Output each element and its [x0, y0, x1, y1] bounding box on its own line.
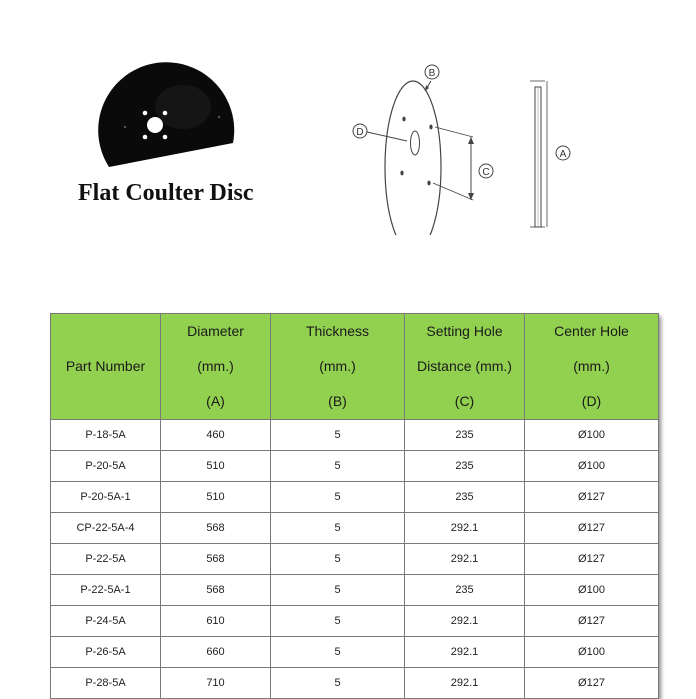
table-cell: P-22-5A — [51, 544, 161, 575]
spec-table — [50, 313, 658, 699]
column-header-line: (C) — [454, 393, 475, 409]
table-cell: 610 — [161, 606, 271, 637]
column-header — [405, 314, 525, 420]
table-cell: 235 — [405, 482, 525, 513]
column-header-line: (mm.) — [573, 358, 610, 374]
table-row — [51, 668, 659, 699]
table-row — [51, 513, 659, 544]
label-a: A — [559, 149, 567, 160]
column-header-line: (mm.) — [197, 358, 234, 374]
column-header-line: Setting Hole — [426, 323, 503, 339]
table-cell: P-20-5A-1 — [51, 482, 161, 513]
table-cell: 292.1 — [405, 668, 525, 699]
table-cell: 568 — [161, 575, 271, 606]
coulter-disc-photo — [95, 55, 245, 185]
label-d: D — [356, 127, 364, 138]
table-cell: 568 — [161, 513, 271, 544]
table-row — [51, 606, 659, 637]
product-title: Flat Coulter Disc — [78, 180, 254, 206]
table-cell: P-22-5A-1 — [51, 575, 161, 606]
table-cell: Ø127 — [525, 513, 659, 544]
table-cell: 5 — [271, 482, 405, 513]
table-cell: Ø100 — [525, 420, 659, 451]
table-cell: P-18-5A — [51, 420, 161, 451]
table-row — [51, 637, 659, 668]
table-cell: 460 — [161, 420, 271, 451]
table-cell: Ø100 — [525, 575, 659, 606]
column-header-line: Thickness — [305, 323, 370, 339]
table-cell: 5 — [271, 451, 405, 482]
disc-dimension-diagram — [345, 55, 585, 235]
column-header-line: (B) — [328, 393, 347, 409]
table-cell: 5 — [271, 575, 405, 606]
table-row — [51, 451, 659, 482]
table-cell: Ø127 — [525, 606, 659, 637]
table-header-row — [51, 314, 659, 420]
column-header — [525, 314, 659, 420]
column-header-line: Part Number — [65, 358, 146, 374]
table-cell: P-20-5A — [51, 451, 161, 482]
table-cell: 292.1 — [405, 606, 525, 637]
table-cell: 5 — [271, 513, 405, 544]
column-header-line: (A) — [206, 393, 225, 409]
table-cell: 292.1 — [405, 513, 525, 544]
table-row — [51, 544, 659, 575]
column-header-line: (D) — [581, 393, 602, 409]
table-cell: 510 — [161, 451, 271, 482]
column-header-line: Distance (mm.) — [417, 358, 512, 374]
table-cell: Ø127 — [525, 482, 659, 513]
label-c: C — [482, 167, 490, 178]
table-cell: 5 — [271, 637, 405, 668]
table-row — [51, 575, 659, 606]
column-header-line: Center Hole — [554, 323, 629, 339]
table-row — [51, 420, 659, 451]
table-cell: 710 — [161, 668, 271, 699]
table-cell: 568 — [161, 544, 271, 575]
table-cell: 235 — [405, 451, 525, 482]
column-header — [271, 314, 405, 420]
table-cell: Ø100 — [525, 451, 659, 482]
table-cell: 5 — [271, 420, 405, 451]
table-cell: 235 — [405, 575, 525, 606]
table-row — [51, 482, 659, 513]
table-cell: Ø127 — [525, 668, 659, 699]
table-cell: 292.1 — [405, 544, 525, 575]
table-cell: 660 — [161, 637, 271, 668]
table-cell: 5 — [271, 668, 405, 699]
table-cell: Ø127 — [525, 544, 659, 575]
column-header-line: Diameter — [187, 323, 244, 339]
column-header — [51, 314, 161, 420]
table-cell: Ø100 — [525, 637, 659, 668]
table-cell: CP-22-5A-4 — [51, 513, 161, 544]
table-cell: 510 — [161, 482, 271, 513]
column-header-line: (mm.) — [319, 358, 356, 374]
column-header — [161, 314, 271, 420]
table-cell: 235 — [405, 420, 525, 451]
table-cell: 292.1 — [405, 637, 525, 668]
table-cell: 5 — [271, 606, 405, 637]
table-cell: 5 — [271, 544, 405, 575]
label-b: B — [428, 68, 436, 79]
table-cell: P-28-5A — [51, 668, 161, 699]
table-cell: P-26-5A — [51, 637, 161, 668]
table-cell: P-24-5A — [51, 606, 161, 637]
